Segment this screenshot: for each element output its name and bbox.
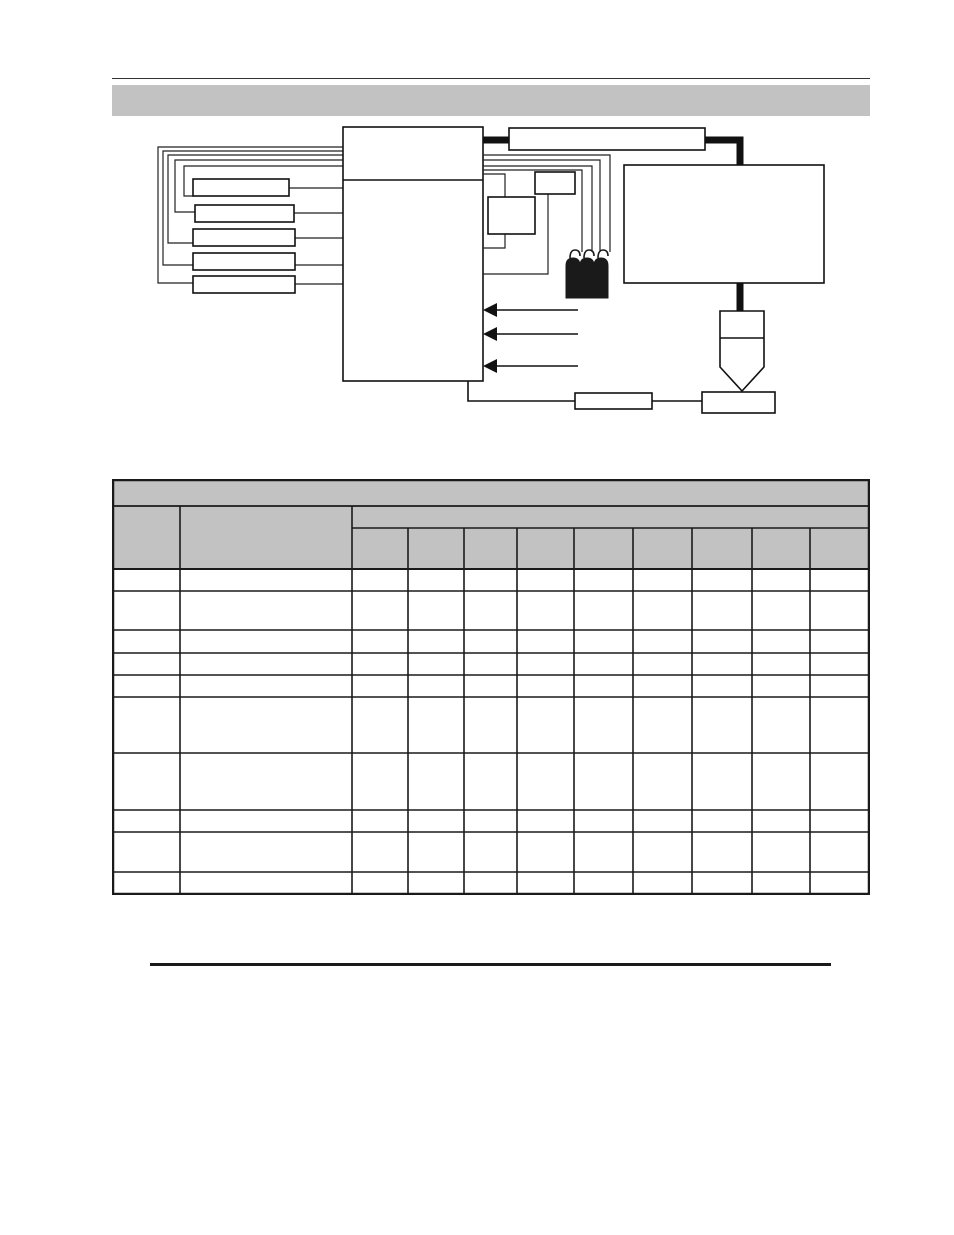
left-module-1 <box>193 179 289 196</box>
table-header-fills <box>112 479 870 569</box>
gas-cylinder-2 <box>580 258 594 298</box>
cylinder-valve-3 <box>598 250 608 258</box>
module-feed-lines <box>289 188 344 284</box>
transfer-unit-box <box>509 128 705 150</box>
outlet-box <box>702 392 775 413</box>
small-sensor-box <box>535 172 575 194</box>
input-arrowhead-3 <box>483 359 497 373</box>
cylinder-valve-1 <box>570 250 580 258</box>
thick-line-right <box>705 140 740 165</box>
collection-hopper <box>720 311 764 391</box>
left-module-4 <box>193 253 295 270</box>
left-module-3 <box>193 229 295 246</box>
input-arrowhead-1 <box>483 303 497 317</box>
gas-cylinder-1 <box>566 258 580 298</box>
process-chamber-box <box>624 165 824 283</box>
aux-module-box <box>488 197 535 234</box>
return-line-left <box>468 381 575 401</box>
left-module-5 <box>193 276 295 293</box>
input-arrowhead-2 <box>483 327 497 341</box>
left-module-2 <box>195 205 294 222</box>
system-connection-diagram <box>0 0 954 470</box>
return-module-box <box>575 393 652 409</box>
spec-table <box>112 479 870 895</box>
cylinder-valve-2 <box>584 250 594 258</box>
gas-cylinder-3 <box>594 258 608 298</box>
footer-rule <box>150 963 831 966</box>
table-header-fill <box>112 479 870 569</box>
main-controller-box <box>343 127 483 381</box>
